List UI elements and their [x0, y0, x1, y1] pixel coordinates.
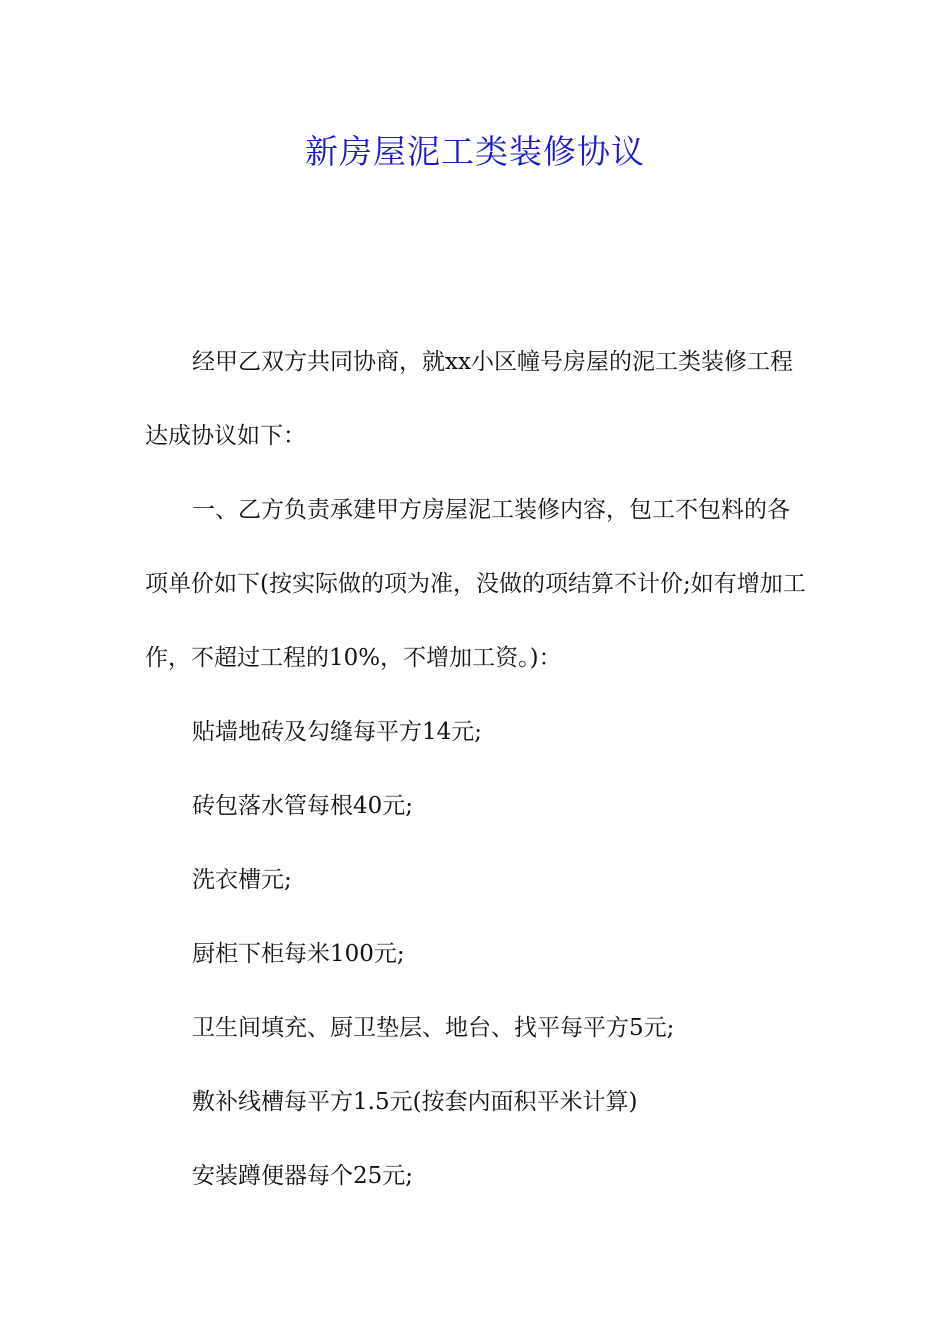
price-item-drain-pipe: 砖包落水管每根40元; — [192, 793, 414, 819]
price-item-bathroom-fill: 卫生间填充、厨卫垫层、地台、找平每平方5元; — [192, 1015, 675, 1041]
price-item-wire-groove: 敷补线槽每平方1.5元(按套内面积平米计算) — [192, 1089, 638, 1115]
price-item-squat-toilet: 安装蹲便器每个25元; — [192, 1163, 414, 1189]
price-item-wall-floor-tiles: 贴墙地砖及勾缝每平方14元; — [192, 719, 483, 745]
document-body — [145, 325, 809, 1213]
paragraph-clause-one: 一、乙方负责承建甲方房屋泥工装修内容，包工不包料的各项单价如下(按实际做的项为准，没做的项结算不计价;如有增加工作，不超过工程的10%，不增加工资。)： — [145, 497, 806, 671]
document-title: 新房屋泥工类装修协议 — [305, 132, 645, 171]
price-item-laundry-sink: 洗衣槽元; — [192, 867, 292, 893]
paragraph-intro: 经甲乙双方共同协商，就xx小区幢号房屋的泥工类装修工程达成协议如下： — [145, 349, 793, 449]
price-item-kitchen-cabinet: 厨柜下柜每米100元; — [192, 941, 405, 967]
